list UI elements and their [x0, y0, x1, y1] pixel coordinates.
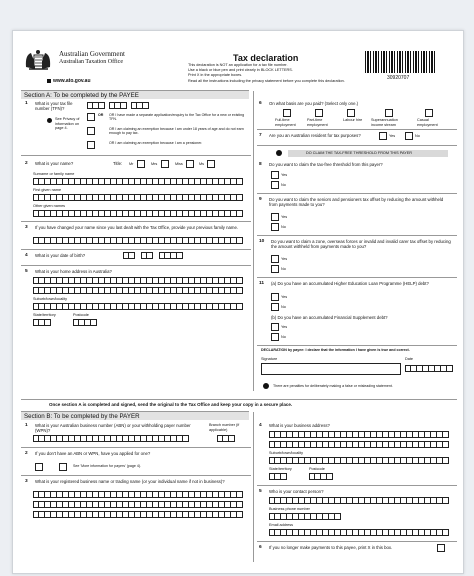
signature-label: Signature — [261, 357, 278, 361]
labour-hire-checkbox[interactable] — [347, 109, 355, 117]
part-time-checkbox[interactable] — [315, 109, 323, 117]
instruction-line: Print X in the appropriate boxes. — [188, 73, 243, 78]
zone-yes-label: Yes — [281, 257, 288, 261]
zone-yes-checkbox[interactable] — [271, 255, 279, 263]
question-pay-basis: On what basis are you paid? (Select only one.) — [269, 101, 359, 106]
signature-field[interactable] — [261, 363, 401, 375]
other-names-label: Other given names — [33, 204, 66, 208]
help-no-checkbox[interactable] — [271, 303, 279, 311]
question-business-name: What is your registered business name or trading name (or your individual name if not in business)? — [35, 479, 225, 484]
coat-of-arms-icon — [23, 49, 53, 71]
applied-abn-yes-checkbox[interactable] — [35, 463, 43, 471]
column-divider — [253, 91, 254, 391]
tfn-input[interactable] — [109, 102, 127, 109]
question-zone-offset: Do you want to claim a zone, overseas forces or invalid and invalid carer tax offset by reducing the amount withheld from payments made to you? — [271, 239, 451, 249]
instruction-line: Use a black or blue pen and print clearly in BLOCK LETTERS. — [188, 68, 293, 73]
threshold-no-checkbox[interactable] — [271, 181, 279, 189]
state-label: State/territory — [33, 313, 56, 317]
title-ms-checkbox[interactable] — [207, 160, 215, 168]
home-address-input[interactable] — [33, 287, 243, 294]
question-name: What is your name? — [35, 161, 74, 166]
form-header — [13, 31, 463, 89]
question-resident: Are you an Australian resident for tax purposes? — [269, 133, 361, 138]
business-name-input[interactable] — [33, 491, 243, 498]
privacy-note: See Privacy of information on page 4. — [55, 117, 83, 131]
dob-day-input[interactable] — [123, 252, 135, 259]
payer-info-note: See 'More information for payers' (page 4). — [73, 464, 142, 468]
question-abn: What is your Australian business number (ABN) or your withholding payer number (WPN)? — [35, 423, 191, 433]
tfn-input[interactable] — [131, 102, 149, 109]
date-input[interactable] — [405, 365, 453, 372]
labour-hire-label: Labour hire — [343, 118, 363, 122]
threshold-yes-checkbox[interactable] — [271, 171, 279, 179]
previous-name-input[interactable] — [33, 237, 243, 244]
branch-input[interactable] — [217, 435, 235, 442]
title-miss-checkbox[interactable] — [186, 160, 194, 168]
help-yes-label: Yes — [281, 295, 288, 299]
home-address-input[interactable] — [33, 277, 243, 284]
given-name-input[interactable] — [33, 194, 243, 201]
under-18-checkbox[interactable] — [87, 127, 95, 135]
branch-label: Branch number (if applicable) — [209, 423, 240, 432]
date-label: Date — [405, 357, 414, 361]
question-tax-free-threshold: Do you want to claim the tax-free threshold from this payer? — [269, 162, 383, 167]
question-applied-abn: If you don't have an ABN or WPN, have you applied for one? — [35, 451, 151, 456]
question-dob: What is your date of birth? — [35, 253, 86, 258]
phone-input[interactable] — [269, 513, 341, 520]
question-home-address: What is your home address in Australia? — [35, 269, 112, 274]
email-label: Email address — [269, 523, 294, 527]
agency-name — [59, 50, 125, 66]
applied-abn-no-checkbox[interactable] — [59, 463, 67, 471]
question-business-address: What is your business address? — [269, 423, 330, 428]
business-postcode-label: Postcode — [309, 467, 325, 471]
abn-input[interactable] — [33, 435, 189, 442]
given-name-label: First given name — [33, 188, 62, 192]
warning-icon — [263, 383, 269, 389]
no-longer-paying-checkbox[interactable] — [437, 544, 445, 552]
business-state-input[interactable] — [269, 473, 287, 480]
part-time-label: Part-time employment — [307, 118, 328, 127]
title-mrs-checkbox[interactable] — [161, 160, 169, 168]
fs-yes-label: Yes — [281, 325, 288, 329]
tax-declaration-form: Australian Government Australian Taxation Office www.ato.gov.au Tax declaration This declaration is NOT an application for a tax file number. Use a black or blue pen and print clearly in BLOCK LETTERS. Print X in the appropriate boxes. Read all the instructions including the privacy statement before you complete this declaration. 30920707 Section A: To be completed by the PAYEE 1 What is your tax file number (TFN)? See Privacy of information on page 4. OR OR I have made a separate application/enquiry to the Tax Office for a new or existing TFN. OR I am claiming an exemption because I am under 18 years of age and do not earn enough to pay tax. OR I am claiming an exemption because I am a pensioner. 2 What is your name? Title: Mr Mrs Miss Ms Surname or family name First given name Other given names 3 If you have changed your name since you last dealt with the Tax Office, provide your previous family name. 4 What is your date of birth? 5 What is your home address in Australia? Suburb/town/locality State/territory Postcode 6 On what basis are you paid? (Select only one.) Full-time employment Part-time employment Labour hire Superannuation income stream Casual employment 7 Are you an Australian resident for tax purposes? Yes No DO CLAIM THE TAX-FREE THRESHOLD FROM THIS PAYER 8 Do you want to claim the tax-free threshold from this payer? Yes No 9 Do you want to claim the seniors and pensioners tax offset by reducing the amount withheld from payments made to you? Yes No 10 Do you want to claim a zone, overseas forces or invalid and invalid carer tax offset by reducing the amount withheld from payments made to you? Yes No 11 (a) Do you have an accumulated Higher Education Loan Programme (HELP) debt? Yes No (b) Do you have an accumulated Financial Supplement debt? Yes No DECLARATION by payee: I declare that the information I have given is true and correct. Signature Date There are penalties for deliberately making a false or misleading statement. Once section A is completed and signed, send the original to the Tax Office and keep your copy in a secure place. Section B: To be completed by the PAYER 1 What is your Australian business number (ABN) or your withholding payer number (WPN)? Branch number (if applicable) 2 If you don't have an ABN or WPN, have you applied for one? See 'More information for payers' (page 4). 3 What is your registered business name or trading name (or your individual name if not in business)? 4 What is your business address? Suburb/town/locality State/territory Postcode 5 Who is your contact person? Business phone number Email address 6 If you no longer make payments to this payee, print X in this box. — [12, 30, 464, 574]
arrow-icon — [276, 150, 282, 156]
suburb-input[interactable] — [33, 303, 243, 310]
question-previous-name: If you have changed your name since you last dealt with the Tax Office, provide your previous family name. — [35, 225, 239, 230]
instruction-line: This declaration is NOT an application for a tax file number. — [188, 63, 288, 67]
declaration-text: DECLARATION by payee: I declare that the information I have given is true and correct. — [261, 348, 410, 352]
seniors-yes-label: Yes — [281, 215, 288, 219]
section-a-title: Section A: To be completed by the PAYEE — [21, 90, 249, 99]
seniors-yes-checkbox[interactable] — [271, 213, 279, 221]
dob-year-input[interactable] — [159, 252, 183, 259]
business-address-input[interactable] — [269, 431, 449, 438]
phone-label: Business phone number — [269, 507, 310, 511]
full-time-checkbox[interactable] — [283, 109, 291, 117]
other-names-input[interactable] — [33, 210, 243, 217]
applied-tfn-label: OR I have made a separate application/enquiry to the Tax Office for a new or existing TFN. — [109, 113, 245, 122]
tfn-input[interactable] — [87, 102, 105, 109]
pensioner-checkbox[interactable] — [87, 141, 95, 149]
help-no-label: No — [281, 305, 286, 309]
threshold-yes-label: Yes — [281, 173, 288, 177]
section-b-title: Section B: To be completed by the PAYER — [21, 411, 249, 420]
full-time-label: Full-time employment — [275, 118, 296, 127]
under-18-label: OR I am claiming an exemption because I am under 18 years of age and do not earn enough to pay tax. — [109, 127, 244, 136]
question-tfn: What is your tax file number (TFN)? — [35, 101, 73, 111]
instruction-line: Read all the instructions including the privacy statement before you complete this declaration. — [188, 78, 345, 83]
title-mr-checkbox[interactable] — [137, 160, 145, 168]
help-yes-checkbox[interactable] — [271, 293, 279, 301]
question-seniors-offset: Do you want to claim the seniors and pensioners tax offset by reducing the amount withheld from payments made to you? — [269, 197, 444, 207]
barcode-number: 30920707 — [387, 75, 410, 81]
question-number: 1 — [25, 101, 28, 106]
business-name-input[interactable] — [33, 511, 243, 518]
title-mr-label: Mr — [129, 162, 134, 166]
question-contact-person: Who is your contact person? — [269, 489, 324, 494]
gov-line2: Australian Taxation Office — [59, 59, 124, 65]
business-name-input[interactable] — [33, 501, 243, 508]
super-income-label: Superannuation income stream — [371, 118, 398, 127]
business-state-label: State/territory — [269, 467, 292, 471]
pensioner-label: OR I am claiming an exemption because I am a pensioner. — [109, 141, 203, 145]
business-address-input[interactable] — [269, 441, 449, 448]
title-label: Title: — [113, 161, 123, 166]
applied-tfn-checkbox[interactable] — [87, 113, 95, 121]
surname-label: Surname or family name — [33, 172, 75, 176]
seniors-no-checkbox[interactable] — [271, 223, 279, 231]
postcode-label: Postcode — [73, 313, 89, 317]
column-divider — [253, 412, 254, 562]
casual-label: Casual employment — [417, 118, 438, 127]
question-help-debt: (a) Do you have an accumulated Higher Education Loan Programme (HELP) debt? — [271, 281, 429, 286]
email-input[interactable] — [269, 529, 449, 536]
fs-no-label: No — [281, 335, 286, 339]
seniors-no-label: No — [281, 225, 286, 229]
surname-input[interactable] — [33, 178, 243, 185]
business-suburb-label: Suburb/town/locality — [269, 451, 303, 455]
website-url[interactable]: www.ato.gov.au — [47, 78, 91, 84]
page-title: Tax declaration — [233, 53, 299, 63]
dob-month-input[interactable] — [141, 252, 153, 259]
threshold-no-label: No — [281, 183, 286, 187]
resident-yes-checkbox[interactable] — [379, 132, 387, 140]
business-postcode-input[interactable] — [309, 473, 333, 480]
contact-person-input[interactable] — [269, 497, 449, 504]
resident-no-label: No — [415, 134, 420, 138]
penalty-note: There are penalties for deliberately making a false or misleading statement. — [273, 384, 393, 388]
casual-checkbox[interactable] — [425, 109, 433, 117]
super-income-checkbox[interactable] — [385, 109, 393, 117]
title-mrs-label: Mrs — [151, 162, 158, 166]
zone-no-label: No — [281, 267, 286, 271]
business-suburb-input[interactable] — [269, 457, 449, 464]
fs-no-checkbox[interactable] — [271, 333, 279, 341]
resident-no-checkbox[interactable] — [405, 132, 413, 140]
fs-yes-checkbox[interactable] — [271, 323, 279, 331]
question-no-longer-paying: If you no longer make payments to this payee, print X in this box. — [269, 545, 393, 550]
gov-line1: Australian Government — [59, 50, 125, 58]
return-instructions: Once section A is completed and signed, send the original to the Tax Office and keep your copy in a secure place. — [49, 402, 293, 407]
title-miss-label: Miss — [175, 162, 183, 166]
suburb-label: Suburb/town/locality — [33, 297, 67, 301]
question-fs-debt: (b) Do you have an accumulated Financial Supplement debt? — [271, 315, 388, 320]
postcode-input[interactable] — [73, 319, 97, 326]
instructions — [188, 63, 388, 84]
resident-yes-label: Yes — [389, 134, 396, 138]
title-ms-label: Ms — [199, 162, 205, 166]
claim-threshold-banner: DO CLAIM THE TAX-FREE THRESHOLD FROM THIS PAYER — [288, 150, 448, 157]
zone-no-checkbox[interactable] — [271, 265, 279, 273]
state-input[interactable] — [33, 319, 51, 326]
barcode — [365, 51, 435, 73]
